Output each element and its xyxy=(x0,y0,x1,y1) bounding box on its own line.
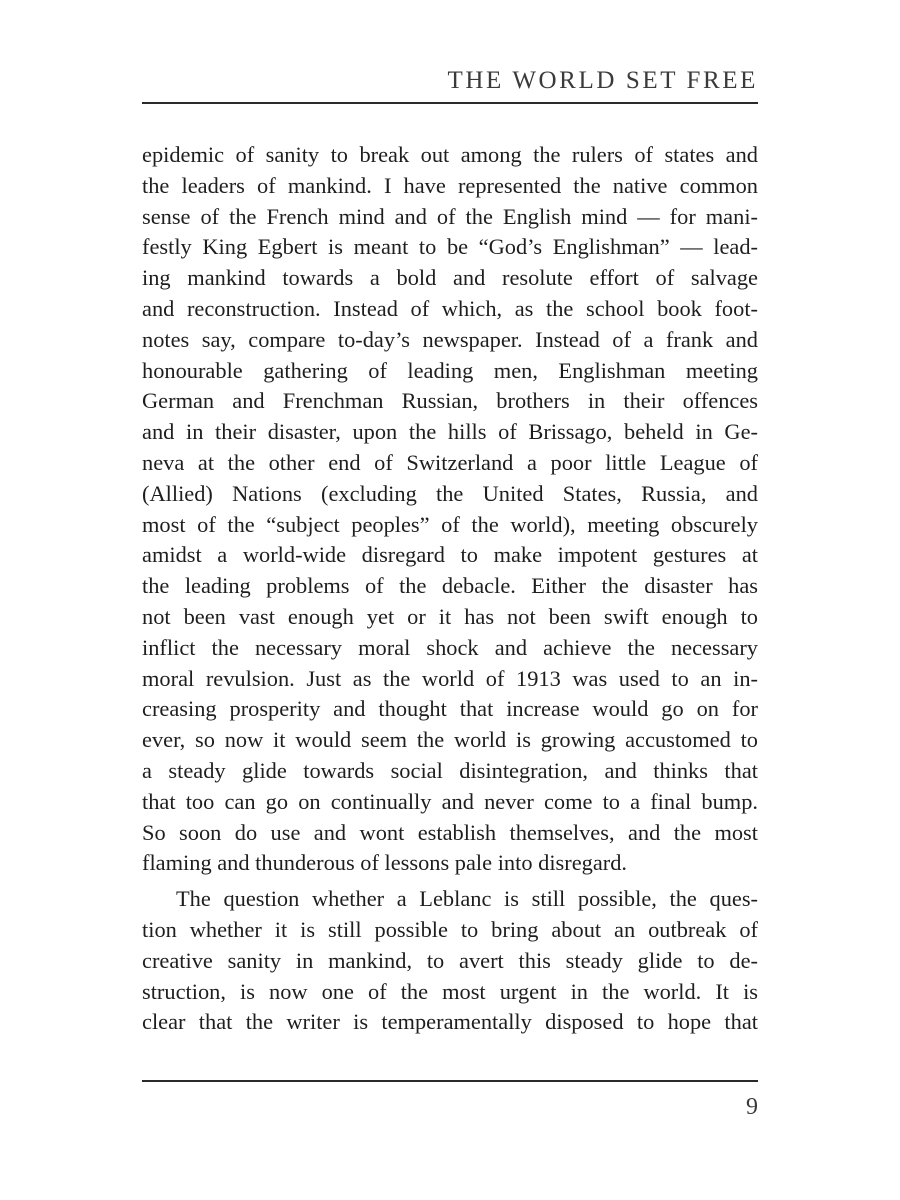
text-line: notes say, compare to-day’s newspaper. Instead of a frank and xyxy=(142,326,758,352)
text-line: flaming and thunderous of lessons pale into disregard. xyxy=(142,850,628,876)
text-line: the leaders of mankind. I have represented the native common xyxy=(142,172,758,198)
text-line: sense of the French mind and of the English mind — for mani- xyxy=(142,203,758,229)
text-line: honourable gathering of leading men, Englishman meeting xyxy=(142,357,758,383)
running-head-title: THE WORLD SET FREE xyxy=(447,67,758,94)
text-line: creative sanity in mankind, to avert this steady glide to de- xyxy=(142,947,758,973)
text-line: clear that the writer is temperamentally disposed to hope that xyxy=(142,1009,758,1035)
text-line: and reconstruction. Instead of which, as the school book foot- xyxy=(142,295,758,321)
text-line: a steady glide towards social disintegration, and thinks that xyxy=(142,757,758,783)
header-rule xyxy=(142,102,758,104)
body-text xyxy=(142,140,758,1038)
text-line: inflict the necessary moral shock and achieve the necessary xyxy=(142,634,758,660)
text-line: The question whether a Leblanc is still possible, the ques- xyxy=(176,886,758,912)
text-line: amidst a world-wide disregard to make impotent gestures at xyxy=(142,542,758,568)
paragraph-2 xyxy=(142,884,758,1038)
text-line: (Allied) Nations (excluding the United States, Russia, and xyxy=(142,480,758,506)
text-line: ing mankind towards a bold and resolute effort of salvage xyxy=(142,265,758,291)
paragraph-1 xyxy=(142,140,758,879)
text-line: ever, so now it would seem the world is growing accustomed to xyxy=(142,727,758,753)
text-line: moral revulsion. Just as the world of 1913 was used to an in- xyxy=(142,665,758,691)
page-number: 9 xyxy=(746,1094,758,1120)
text-line: the leading problems of the debacle. Either the disaster has xyxy=(142,573,758,599)
text-line: German and Frenchman Russian, brothers in their offences xyxy=(142,388,758,414)
text-line: tion whether it is still possible to bring about an outbreak of xyxy=(142,916,758,942)
text-line: epidemic of sanity to break out among the rulers of states and xyxy=(142,142,758,167)
text-line: and in their disaster, upon the hills of Brissago, beheld in Ge- xyxy=(142,419,758,445)
text-line: struction, is now one of the most urgent in the world. It is xyxy=(142,978,758,1004)
text-line: neva at the other end of Switzerland a poor little League of xyxy=(142,449,758,475)
text-line: not been vast enough yet or it has not been swift enough to xyxy=(142,603,758,629)
text-line: festly King Egbert is meant to be “God’s Englishman” — lead- xyxy=(142,234,758,260)
text-line: creasing prosperity and thought that increase would go on for xyxy=(142,696,758,722)
text-line: that too can go on continually and never come to a final bump. xyxy=(142,788,758,814)
text-line: most of the “subject peoples” of the world), meeting obscurely xyxy=(142,511,758,537)
footer-rule xyxy=(142,1080,758,1082)
text-line: So soon do use and wont establish themselves, and the most xyxy=(142,819,758,845)
